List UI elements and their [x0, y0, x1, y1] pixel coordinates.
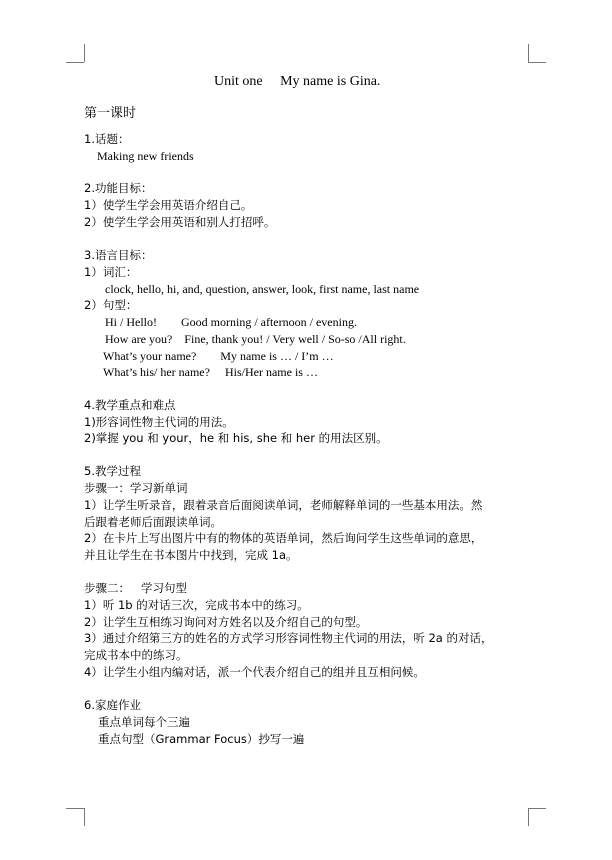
- step-1-heading: 步骤一：学习新单词: [84, 481, 188, 495]
- function-goal-1: 1）使学生学会用英语介绍自己。: [84, 198, 253, 212]
- step-2-line: 1）听 1b 的对话三次，完成书本中的练习。: [84, 598, 309, 612]
- pattern-line: What’s your name? My name is … / I’m …: [103, 349, 334, 363]
- vocab-list: clock, hello, hi, and, question, answer, look, first name, last name: [105, 282, 420, 296]
- step-1-line: 并且让学生在书本图片中找到，完成 1a。: [84, 548, 298, 562]
- step-2-line: 3）通过介绍第三方的姓名的方式学习形容词性物主代词的用法，听 2a 的对话，: [84, 631, 493, 645]
- homework-item-1: 重点单词每个三遍: [98, 715, 190, 729]
- document-title: Unit one My name is Gina.: [214, 74, 381, 89]
- lesson-heading: 第一课时: [84, 106, 137, 121]
- step-2-line: 2）让学生互相练习询问对方姓名以及介绍自己的句型。: [84, 615, 368, 629]
- vocab-label: 1）词汇：: [84, 265, 138, 279]
- homework-item-2: 重点句型（Grammar Focus）抄写一遍: [98, 732, 305, 746]
- section-2-heading: 2.功能目标：: [84, 181, 153, 195]
- pattern-line: Hi / Hello! Good morning / afternoon / evening.: [105, 315, 357, 329]
- topic-text: Making new friends: [97, 149, 194, 163]
- function-goal-2: 2）使学生学会用英语和别人打招呼。: [84, 215, 276, 229]
- section-5-heading: 5.教学过程: [84, 464, 141, 478]
- section-4-heading: 4.教学重点和难点: [84, 398, 176, 412]
- step-2-heading: 步骤二： 学习句型: [84, 581, 187, 595]
- step-2-line: 完成书本中的练习。: [84, 648, 188, 662]
- step-2-line: 4）让学生小组内编对话，派一个代表介绍自己的组并且互相问候。: [84, 665, 425, 679]
- pattern-line: What’s his/ her name? His/Her name is …: [103, 365, 318, 379]
- step-1-line: 2）在卡片上写出图片中有的物体的英语单词，然后询问学生这些单词的意思，: [84, 531, 483, 545]
- pattern-line: How are you? Fine, thank you! / Very well / So-so /All right.: [105, 332, 406, 346]
- step-1-line: 后跟着老师后面跟读单词。: [84, 515, 222, 529]
- key-point-2: 2)掌握 you 和 your，he 和 his, she 和 her 的用法区别。: [84, 431, 388, 445]
- step-1-line: 1）让学生听录音，跟着录音后面阅读单词，老师解释单词的一些基本用法。然: [84, 498, 483, 512]
- key-point-1: 1)形容词性物主代词的用法。: [84, 415, 234, 429]
- pattern-label: 2）句型：: [84, 298, 138, 312]
- section-6-heading: 6.家庭作业: [84, 698, 141, 712]
- section-1-heading: 1.话题：: [84, 132, 130, 146]
- section-3-heading: 3.语言目标：: [84, 248, 153, 262]
